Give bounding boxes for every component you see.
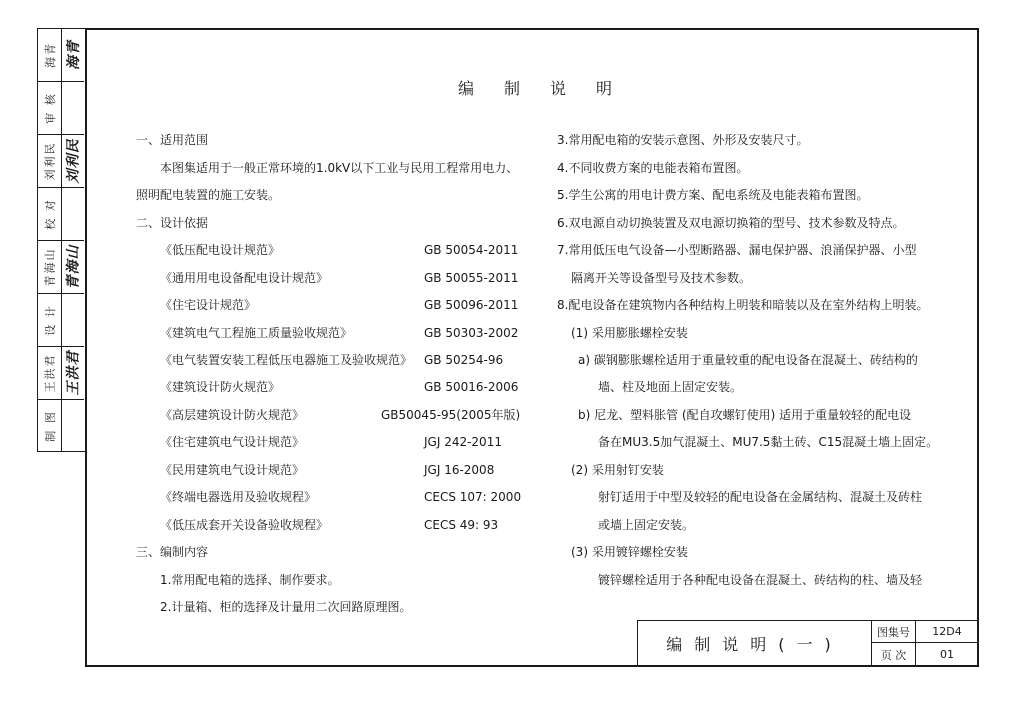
strip-role: 王洪君 — [43, 353, 57, 393]
paragraph-line: 射钉适用于中型及较轻的配电设备在金属结构、混凝土及砖柱 — [598, 490, 923, 504]
standard-code: GB 50096-2011 — [424, 298, 519, 312]
paragraph-line: 8.配电设备在建筑物内各种结构上明装和暗装以及在室外结构上明装。 — [557, 298, 929, 312]
standard-code: GB 50254-96 — [424, 353, 504, 367]
section-heading: 一、适用范围 — [136, 133, 209, 147]
sub-heading: (1) 采用膨胀螺栓安装 — [571, 326, 688, 340]
strip-cell-check — [38, 188, 84, 241]
strip-signature: 青海山 — [65, 244, 82, 290]
standard-code: GB 50055-2011 — [424, 271, 519, 285]
standard-title: 《终端电器选用及验收规程》 — [160, 490, 317, 504]
standard-title: 《电气装置安装工程低压电器施工及验收规范》 — [160, 353, 413, 367]
standard-title: 《低压配电设计规范》 — [160, 243, 281, 257]
page-number-value: 01 — [940, 648, 954, 661]
strip-role: 刘利民 — [43, 141, 57, 181]
strip-cell-design — [38, 294, 84, 347]
paragraph-line: 照明配电装置的施工安装。 — [136, 188, 281, 202]
strip-signature: 王洪君 — [65, 350, 82, 396]
strip-cell-checker-name — [38, 135, 84, 188]
strip-cell-review — [38, 82, 84, 135]
standard-code: GB 50016-2006 — [424, 380, 519, 394]
paragraph-line: a) 碳钢膨胀螺栓适用于重量较重的配电设备在混凝土、砖结构的 — [578, 353, 918, 367]
strip-role: 海青 — [43, 42, 57, 68]
strip-cell-drafting — [38, 400, 84, 451]
page-title: 编制说明 — [458, 79, 643, 98]
strip-cell-reviewer-name — [38, 29, 84, 82]
standard-code: JGJ 242-2011 — [424, 435, 502, 449]
strip-cell-drafter-name — [38, 347, 84, 400]
standard-code: GB 50054-2011 — [424, 243, 519, 257]
paragraph-line: 3.常用配电箱的安装示意图、外形及安装尺寸。 — [557, 133, 809, 147]
paragraph-line: 5.学生公寓的用电计费方案、配电系统及电能表箱布置图。 — [557, 188, 869, 202]
signature-strip — [37, 28, 85, 452]
page-number-label: 页 次 — [872, 643, 916, 666]
sub-heading: (2) 采用射钉安装 — [571, 463, 664, 477]
paragraph-line: 或墙上固定安装。 — [598, 518, 695, 532]
standard-code: JGJ 16-2008 — [424, 463, 495, 477]
paragraph-line: 4.不同收费方案的电能表箱布置图。 — [557, 161, 749, 175]
standard-code: GB 50303-2002 — [424, 326, 519, 340]
strip-signature: 海青 — [65, 40, 82, 70]
paragraph-line: 1.常用配电箱的选择、制作要求。 — [160, 573, 340, 587]
paragraph-line: 镀锌螺栓适用于各种配电设备在混凝土、砖结构的柱、墙及轻 — [598, 573, 923, 587]
strip-role: 制 图 — [43, 409, 57, 442]
title-block — [637, 620, 979, 667]
atlas-number-value: 12D4 — [916, 621, 978, 643]
paragraph-line: 2.计量箱、柜的选择及计量用二次回路原理图。 — [160, 600, 412, 614]
paragraph-line: 墙、柱及地面上固定安装。 — [598, 380, 743, 394]
paragraph-line: 6.双电源自动切换装置及双电源切换箱的型号、技术参数及特点。 — [557, 216, 905, 230]
section-heading: 二、设计依据 — [136, 216, 209, 230]
drawing-frame — [85, 28, 979, 667]
standard-title: 《高层建筑设计防火规范》 — [160, 408, 305, 422]
paragraph-line: 隔离开关等设备型号及技术参数。 — [571, 271, 752, 285]
standard-title: 《建筑电气工程施工质量验收规范》 — [160, 326, 353, 340]
section-heading: 三、编制内容 — [136, 545, 209, 559]
paragraph-line: 备在MU3.5加气混凝土、MU7.5黏土砖、C15混凝土墙上固定。 — [598, 435, 939, 449]
paragraph-line: 本图集适用于一般正常环境的1.0kV以下工业与民用工程常用电力、 — [160, 161, 519, 175]
standard-title: 《低压成套开关设备验收规程》 — [160, 518, 329, 532]
standard-title: 《住宅设计规范》 — [160, 298, 257, 312]
strip-cell-designer-name — [38, 241, 84, 294]
standard-title: 《通用用电设备配电设计规范》 — [160, 271, 329, 285]
standard-title: 《住宅建筑电气设计规范》 — [160, 435, 305, 449]
strip-role: 校 对 — [43, 198, 57, 230]
strip-role: 青海山 — [43, 247, 57, 287]
standard-title: 《建筑设计防火规范》 — [160, 380, 281, 394]
strip-role: 审 核 — [43, 92, 57, 124]
standard-code: CECS 49: 93 — [424, 518, 499, 532]
sub-heading: (3) 采用镀锌螺栓安装 — [571, 545, 688, 559]
strip-signature: 刘利民 — [65, 138, 82, 184]
strip-role: 设 计 — [43, 304, 57, 336]
title-block-name: 编制说明(一) — [638, 621, 872, 666]
paragraph-line: 7.常用低压电气设备—小型断路器、漏电保护器、浪涌保护器、小型 — [557, 243, 917, 257]
standard-code: CECS 107: 2000 — [424, 490, 522, 504]
standard-code: GB50045-95(2005年版) — [381, 408, 521, 422]
paragraph-line: b) 尼龙、塑料胀管 (配自攻螺钉使用) 适用于重量较轻的配电设 — [578, 408, 912, 422]
atlas-number-label: 图集号 — [872, 621, 916, 643]
standard-title: 《民用建筑电气设计规范》 — [160, 463, 305, 477]
